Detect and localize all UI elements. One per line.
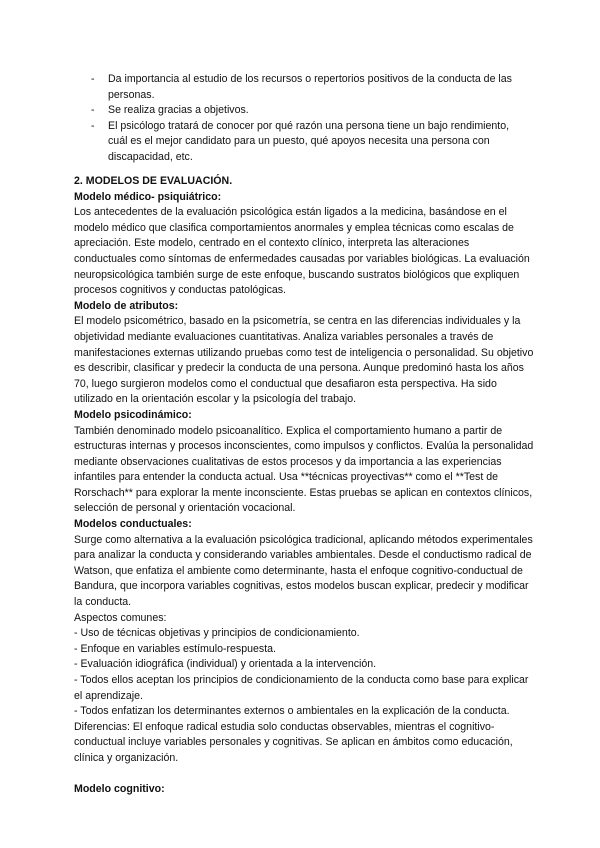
heading-modelo-cognitivo: Modelo cognitivo: (74, 782, 165, 795)
paragraph-modelo-medico: Los antecedentes de la evaluación psicológica están ligados a la medicina, basándose en el modelo médico que clasifica comportamientos anormales y emplea técnicas como escalas de apreciación. Este modelo, centrado en el contexto clínico, interpreta las alteraciones conductuales como síntomas de enfermedades causadas por variables biológicas. La evaluación neuropsicológica también surge de este enfoque, buscando sustratos biológicos que expliquen procesos cognitivos y conductas patológicas. (74, 206, 530, 297)
aspect-item: - Uso de técnicas objetivas y principios de condicionamiento. (74, 627, 360, 640)
paragraph-modelo-atributos: El modelo psicométrico, basado en la psicometría, se centra en las diferencias individuales y la objetividad mediante evaluaciones cuantitativas. Analiza variables personales a través de manifestaciones externas utilizando pruebas como test de inteligencia o personalidad. Su objetivo es describir, clasificar y predecir la conducta de una persona. Aunque predominó hasta los años 70, luego surgieron modelos como el conductual que desafiaron esta perspectiva. Ha sido utilizado en la orientación escolar y la psicología del trabajo. (74, 315, 534, 406)
bullet-dash: - (91, 73, 95, 85)
bullet-dash: - (91, 104, 95, 117)
list-item (91, 103, 531, 119)
heading-modelos-conductuales: Modelos conductuales: (74, 518, 192, 531)
list-item (91, 119, 531, 166)
bullet-dash: - (91, 119, 95, 132)
list-item (91, 72, 531, 103)
spacer (74, 767, 534, 782)
intro-bullet-list (91, 72, 531, 166)
aspect-item: - Evaluación idiográfica (individual) y orientada a la intervención. (74, 658, 377, 671)
heading-modelo-psicodinamico: Modelo psicodinámico: (74, 408, 192, 421)
bullet-text: Da importancia al estudio de los recursos o repertorios positivos de la conducta de las personas. (108, 73, 512, 101)
paragraph-modelos-conductuales: Surge como alternativa a la evaluación psicológica tradicional, aplicando métodos experimentales para analizar la conducta y considerando variables ambientales. Desde el conductismo radical de Watson, que enfatiza el ambiente como determinante, hasta el enfoque cognitivo-conductual de Bandura, que incorpora variables cognitivas, estos modelos buscan explicar, predecir y modificar la conducta. (74, 533, 533, 609)
paragraph-modelo-psicodinamico: También denominado modelo psicoanalítico. Explica el comportamiento humano a partir de estructuras internas y procesos inconscientes, como impulsos y conflictos. Evalúa la personalidad mediante observaciones cualitativas de estos procesos y da importancia a las experiencias infantiles para entender la conducta actual. Usa **técnicas proyectivas** como el **Test de Rorschach** para explorar la mente inconsciente. Estas pruebas se aplican en contextos clínicos, selección de personal y orientación vocacional. (74, 424, 534, 515)
heading-modelo-atributos: Modelo de atributos: (74, 299, 179, 312)
aspects-label: Aspectos comunes: (74, 611, 167, 624)
aspect-item: - Todos ellos aceptan los principios de condicionamiento de la conducta como base para explicar el aprendizaje. (74, 674, 529, 702)
heading-modelo-medico: Modelo médico- psiquiátrico: (74, 190, 222, 203)
paragraph-differences: Diferencias: El enfoque radical estudia solo conductas observables, mientras el cognitivo-conductual incluye variables personales y cognitivas. Se aplican en ámbitos como educación, clínica y organización. (74, 720, 513, 764)
aspect-item: - Todos enfatizan los determinantes externos o ambientales en la explicación de la conducta. (74, 705, 510, 718)
section-title: 2. MODELOS DE EVALUACIÓN. (74, 175, 233, 187)
bullet-text: El psicólogo tratará de conocer por qué razón una persona tiene un bajo rendimiento, cuál es el mejor candidato para un puesto, qué apoyos necesita una persona con discapacidad, etc. (108, 119, 510, 163)
bullet-text: Se realiza gracias a objetivos. (108, 104, 249, 117)
aspect-item: - Enfoque en variables estímulo-respuesta. (74, 642, 276, 655)
section-body (74, 174, 534, 797)
